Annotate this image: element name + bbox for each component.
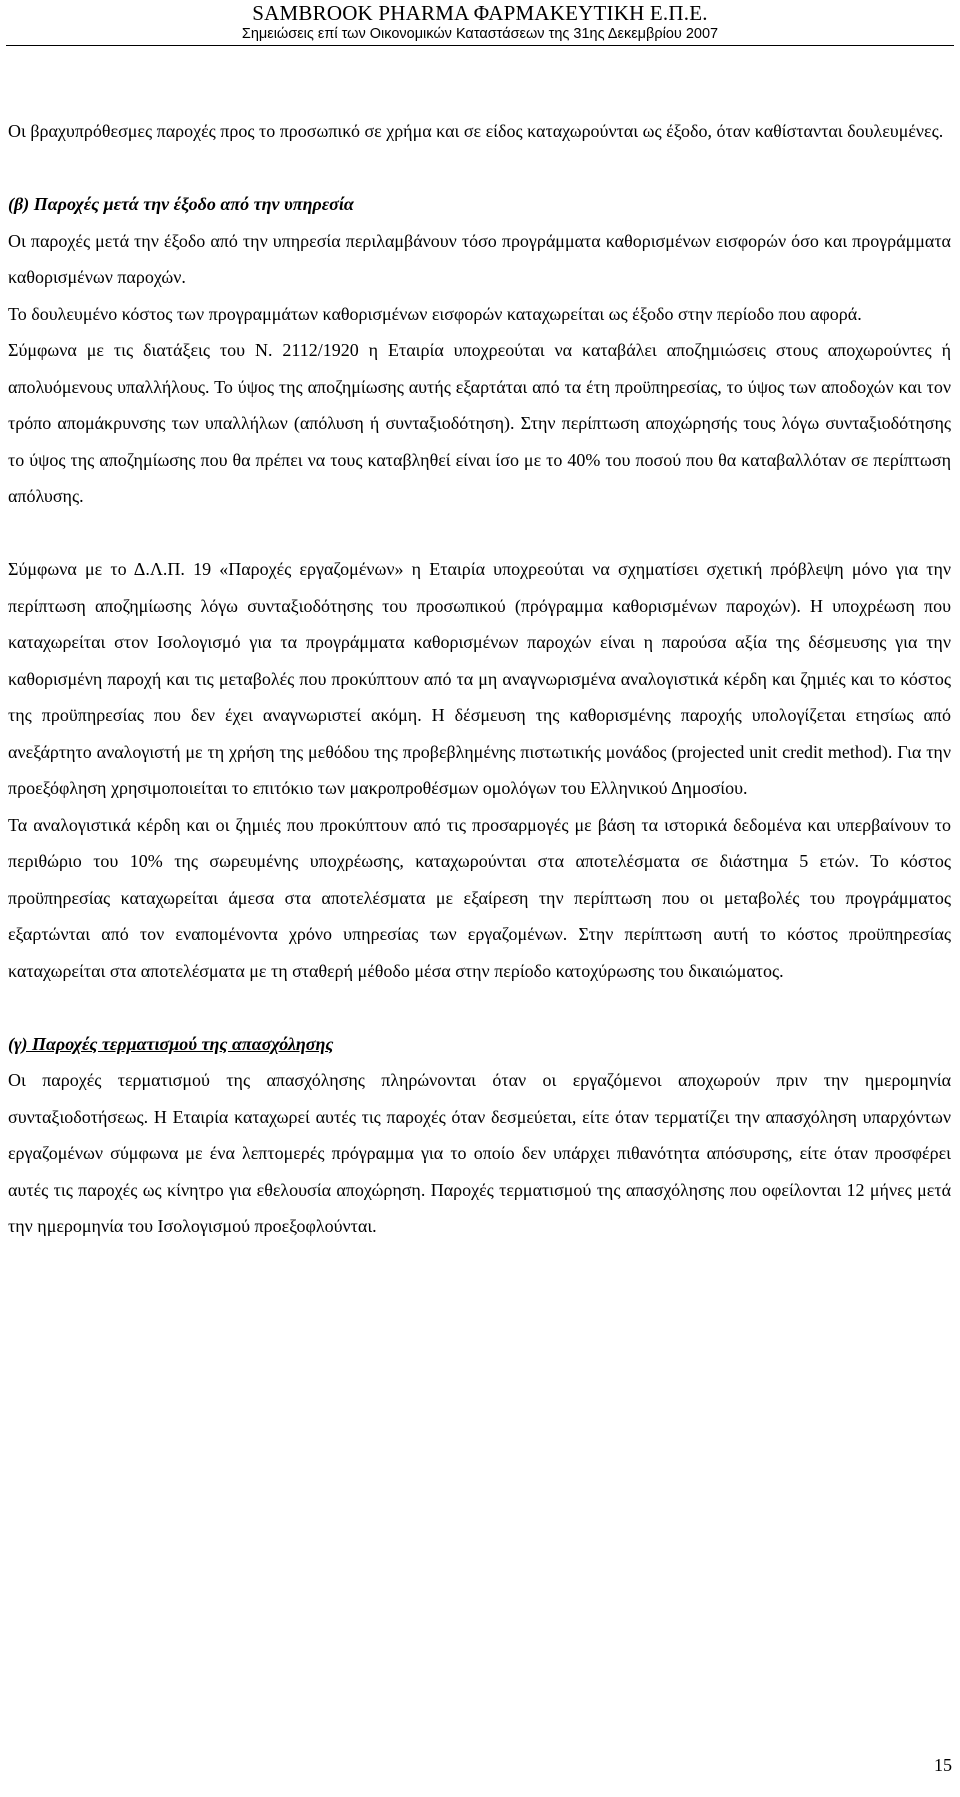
section-b-heading: (β) Παροχές μετά την έξοδο από την υπηρεσία	[8, 194, 354, 214]
section-c-paragraph-1: Οι παροχές τερματισμού της απασχόλησης πληρώνονται όταν οι εργαζόμενοι αποχωρούν πριν την ημερομηνία συνταξιοδοτήσεως. Η Εταιρία καταχωρεί αυτές τις παροχές όταν δεσμεύεται, είτε όταν τερματίζει την απασχόληση υπαρχόντων εργαζομένων σύμφωνα με ένα λεπτομερές πρόγραμμα για το οποίο δεν υπάρχει πιθανότητα απόσυρσης, είτε όταν προσφέρει αυτές τις παροχές ως κίνητρο για εθελουσία αποχώρηση. Παροχές τερματισμού της απασχόλησης που οφείλονται 12 μήνες μετά την ημερομηνία του Ισολογισμού προεξοφλούνται.	[8, 1070, 951, 1236]
document-subtitle: Σημειώσεις επί των Οικονομικών Καταστάσεων της 31ης Δεκεμβρίου 2007	[241, 26, 719, 42]
company-title: SAMBROOK PHARMA ΦΑΡΜΑΚΕΥΤΙΚΗ Ε.Π.Ε.	[252, 1, 708, 25]
document-body	[8, 113, 951, 1245]
paragraph-spacer	[8, 989, 951, 1026]
intro-paragraph: Οι βραχυπρόθεσμες παροχές προς το προσωπικό σε χρήμα και σε είδος καταχωρούνται ως έξοδο, όταν καθίστανται δουλευμένες.	[8, 121, 944, 141]
page-number: 15	[934, 1755, 952, 1775]
section-b-paragraph-1: Οι παροχές μετά την έξοδο από την υπηρεσία περιλαμβάνουν τόσο προγράμματα καθορισμένων εισφορών όσο και προγράμματα καθορισμένων παροχών.	[8, 230, 951, 287]
section-b-paragraph-5: Τα αναλογιστικά κέρδη και οι ζημιές που προκύπτουν από τις προσαρμογές με βάση τα ιστορικά δεδομένα και υπερβαίνουν το περιθώριο του 10% της σωρευμένης υποχρέωσης, καταχωρούνται στα αποτελέσματα σε διάστημα 5 ετών. Το κόστος προϋπηρεσίας καταχωρείται άμεσα στα αποτελέσματα με εξαίρεση την περίπτωση που οι μεταβολές του προγράμματος εξαρτώνται από τον εναπομένοντα χρόνο υπηρεσίας των εργαζομένων. Στην περίπτωση αυτή το κόστος προϋπηρεσίας καταχωρείται στα αποτελέσματα με τη σταθερή μέθοδο μέσα στην περίοδο κατοχύρωσης του δικαιώματος.	[8, 814, 951, 981]
header-divider	[6, 45, 954, 46]
section-b-paragraph-3: Σύμφωνα με τις διατάξεις του Ν. 2112/1920 η Εταιρία υποχρεούται να καταβάλει αποζημιώσεις στους αποχωρούντες ή απολυόμενους υπαλλήλους. Το ύψος της αποζημίωσης αυτής εξαρτάται από τα έτη προϋπηρεσίας, το ύψος των αποδοχών και τον τρόπο απομάκρυνσης των υπαλλήλων (απόλυση ή συνταξιοδότηση). Στην περίπτωση αποχώρησής τους λόγω συνταξιοδότησης το ύψος της αποζημίωσης που θα πρέπει να τους καταβληθεί είναι ίσο με το 40% του ποσού που θα καταβαλλόταν σε περίπτωση απόλυσης.	[8, 340, 951, 506]
paragraph-spacer	[8, 150, 951, 187]
section-b-paragraph-4: Σύμφωνα με το Δ.Λ.Π. 19 «Παροχές εργαζομένων» η Εταιρία υποχρεούται να σχηματίσει σχετική πρόβλεψη μόνο για την περίπτωση αποζημίωσης λόγω συνταξιοδότησης του προσωπικού (πρόγραμμα καθορισμένων παροχών). Η υποχρέωση που καταχωρείται στον Ισολογισμό για τα προγράμματα καθορισμένων παροχών είναι η παρούσα αξία της δέσμευσης για την καθορισμένη παροχή και τις μεταβολές που προκύπτουν από τα μη αναγνωρισμένα αναλογιστικά κέρδη και ζημιές και το κόστος της προϋπηρεσίας που δεν έχει αναγνωριστεί ακόμη. Η δέσμευση της καθορισμένης παροχής υπολογίζεται ετησίως από ανεξάρτητο αναλογιστή με τη χρήση της μεθόδου της προβεβλημένης πιστωτικής μονάδος (projected unit credit method). Για την προεξόφληση χρησιμοποιείται το επιτόκιο των μακροπροθέσμων ομολόγων του Ελληνικού Δημοσίου.	[8, 559, 951, 798]
section-c-heading: (γ) Παροχές τερματισμού της απασχόλησης	[8, 1033, 334, 1054]
paragraph-spacer	[8, 515, 951, 552]
section-b-paragraph-2: Το δουλευμένο κόστος των προγραμμάτων καθορισμένων εισφορών καταχωρείται ως έξοδο στην περίοδο που αφορά.	[8, 303, 862, 324]
page-header	[0, 0, 960, 42]
